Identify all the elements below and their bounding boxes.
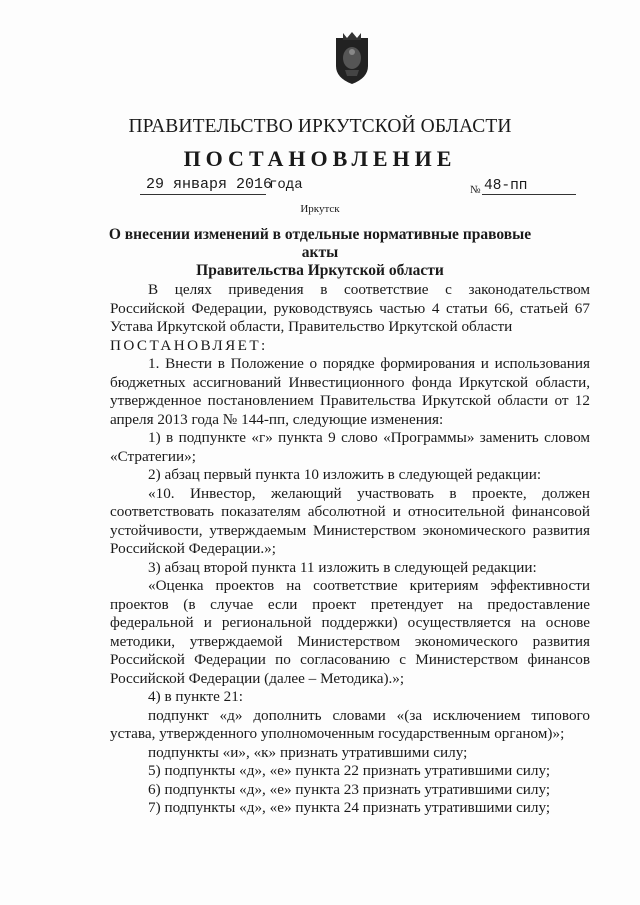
quoted-paragraph: «Оценка проектов на соответствие критериям эффективности проектов (в случае если проект претендует на предоставление федеральной и региональной поддержки) осуществляется на основе методики, утверждаемой Министерством экономического развития Российской Федерации по согласованию с Министерством финансов Российской Федерации (далее – Методика).»; bbox=[110, 577, 590, 687]
title-line: О внесении изменений в отдельные нормативные правовые акты bbox=[108, 226, 532, 261]
document-type: ПОСТАНОВЛЕНИЕ bbox=[183, 146, 457, 171]
organization-name: ПРАВИТЕЛЬСТВО ИРКУТСКОЙ ОБЛАСТИ bbox=[128, 116, 512, 137]
document-body bbox=[110, 281, 590, 818]
number-underline bbox=[482, 194, 576, 195]
item-paragraph: 1. Внести в Положение о порядке формирования и использования бюджетных ассигнований Инвестиционного фонда Иркутской области, утвержденное постановлением Правительства Иркутской области от 12 апреля 2013 года № 144-пп, следующие изменения: bbox=[110, 355, 590, 428]
quoted-paragraph: «10. Инвестор, желающий участвовать в проекте, должен соответствовать показателям абсолютной и относительной финансовой устойчивости, утверждаемым Министерством экономического развития Российской Федерации.»; bbox=[110, 484, 590, 557]
document-date: 29 января 2016 bbox=[146, 176, 273, 193]
subitem-paragraph: 4) в пункте 21: bbox=[148, 688, 244, 705]
subitem-paragraph: 3) абзац второй пункта 11 изложить в следующей редакции: bbox=[148, 558, 537, 576]
city-name: Иркутск bbox=[300, 203, 340, 215]
number-sign: № bbox=[470, 184, 481, 196]
subitem-paragraph: 2) абзац первый пункта 10 изложить в следующей редакции: bbox=[148, 466, 542, 483]
subitem-paragraph: 1) в подпункте «г» пункта 9 слово «Программы» заменить словом «Стратегии»; bbox=[110, 429, 590, 465]
resolve-word: ПОСТАНОВЛЯЕТ: bbox=[110, 336, 268, 354]
coat-of-arms-icon bbox=[331, 30, 373, 86]
preamble-paragraph: В целях приведения в соответствие с законодательством Российской Федерации, руководствуясь частью 4 статьи 66, статьей 67 Устава Иркутской области, Правительство Иркутской области bbox=[110, 281, 590, 335]
date-suffix: года bbox=[269, 177, 303, 193]
title-line: Правительства Иркутской области bbox=[196, 262, 444, 279]
date-underline bbox=[140, 194, 266, 195]
subitem-paragraph: подпункты «и», «к» признать утратившими силу; bbox=[148, 743, 468, 761]
document-number: 48-пп bbox=[484, 178, 528, 194]
document-title bbox=[100, 226, 540, 280]
subitem-paragraph: 5) подпункты «д», «е» пункта 22 признать утратившими силу; bbox=[148, 762, 551, 779]
subitem-paragraph: 6) подпункты «д», «е» пункта 23 признать утратившими силу; bbox=[148, 780, 551, 798]
subitem-paragraph: подпункт «д» дополнить словами «(за исключением типового устава, утвержденного уполномоченным государственным органом)»; bbox=[110, 706, 590, 742]
subitem-paragraph: 7) подпункты «д», «е» пункта 24 признать утратившими силу; bbox=[148, 799, 551, 816]
